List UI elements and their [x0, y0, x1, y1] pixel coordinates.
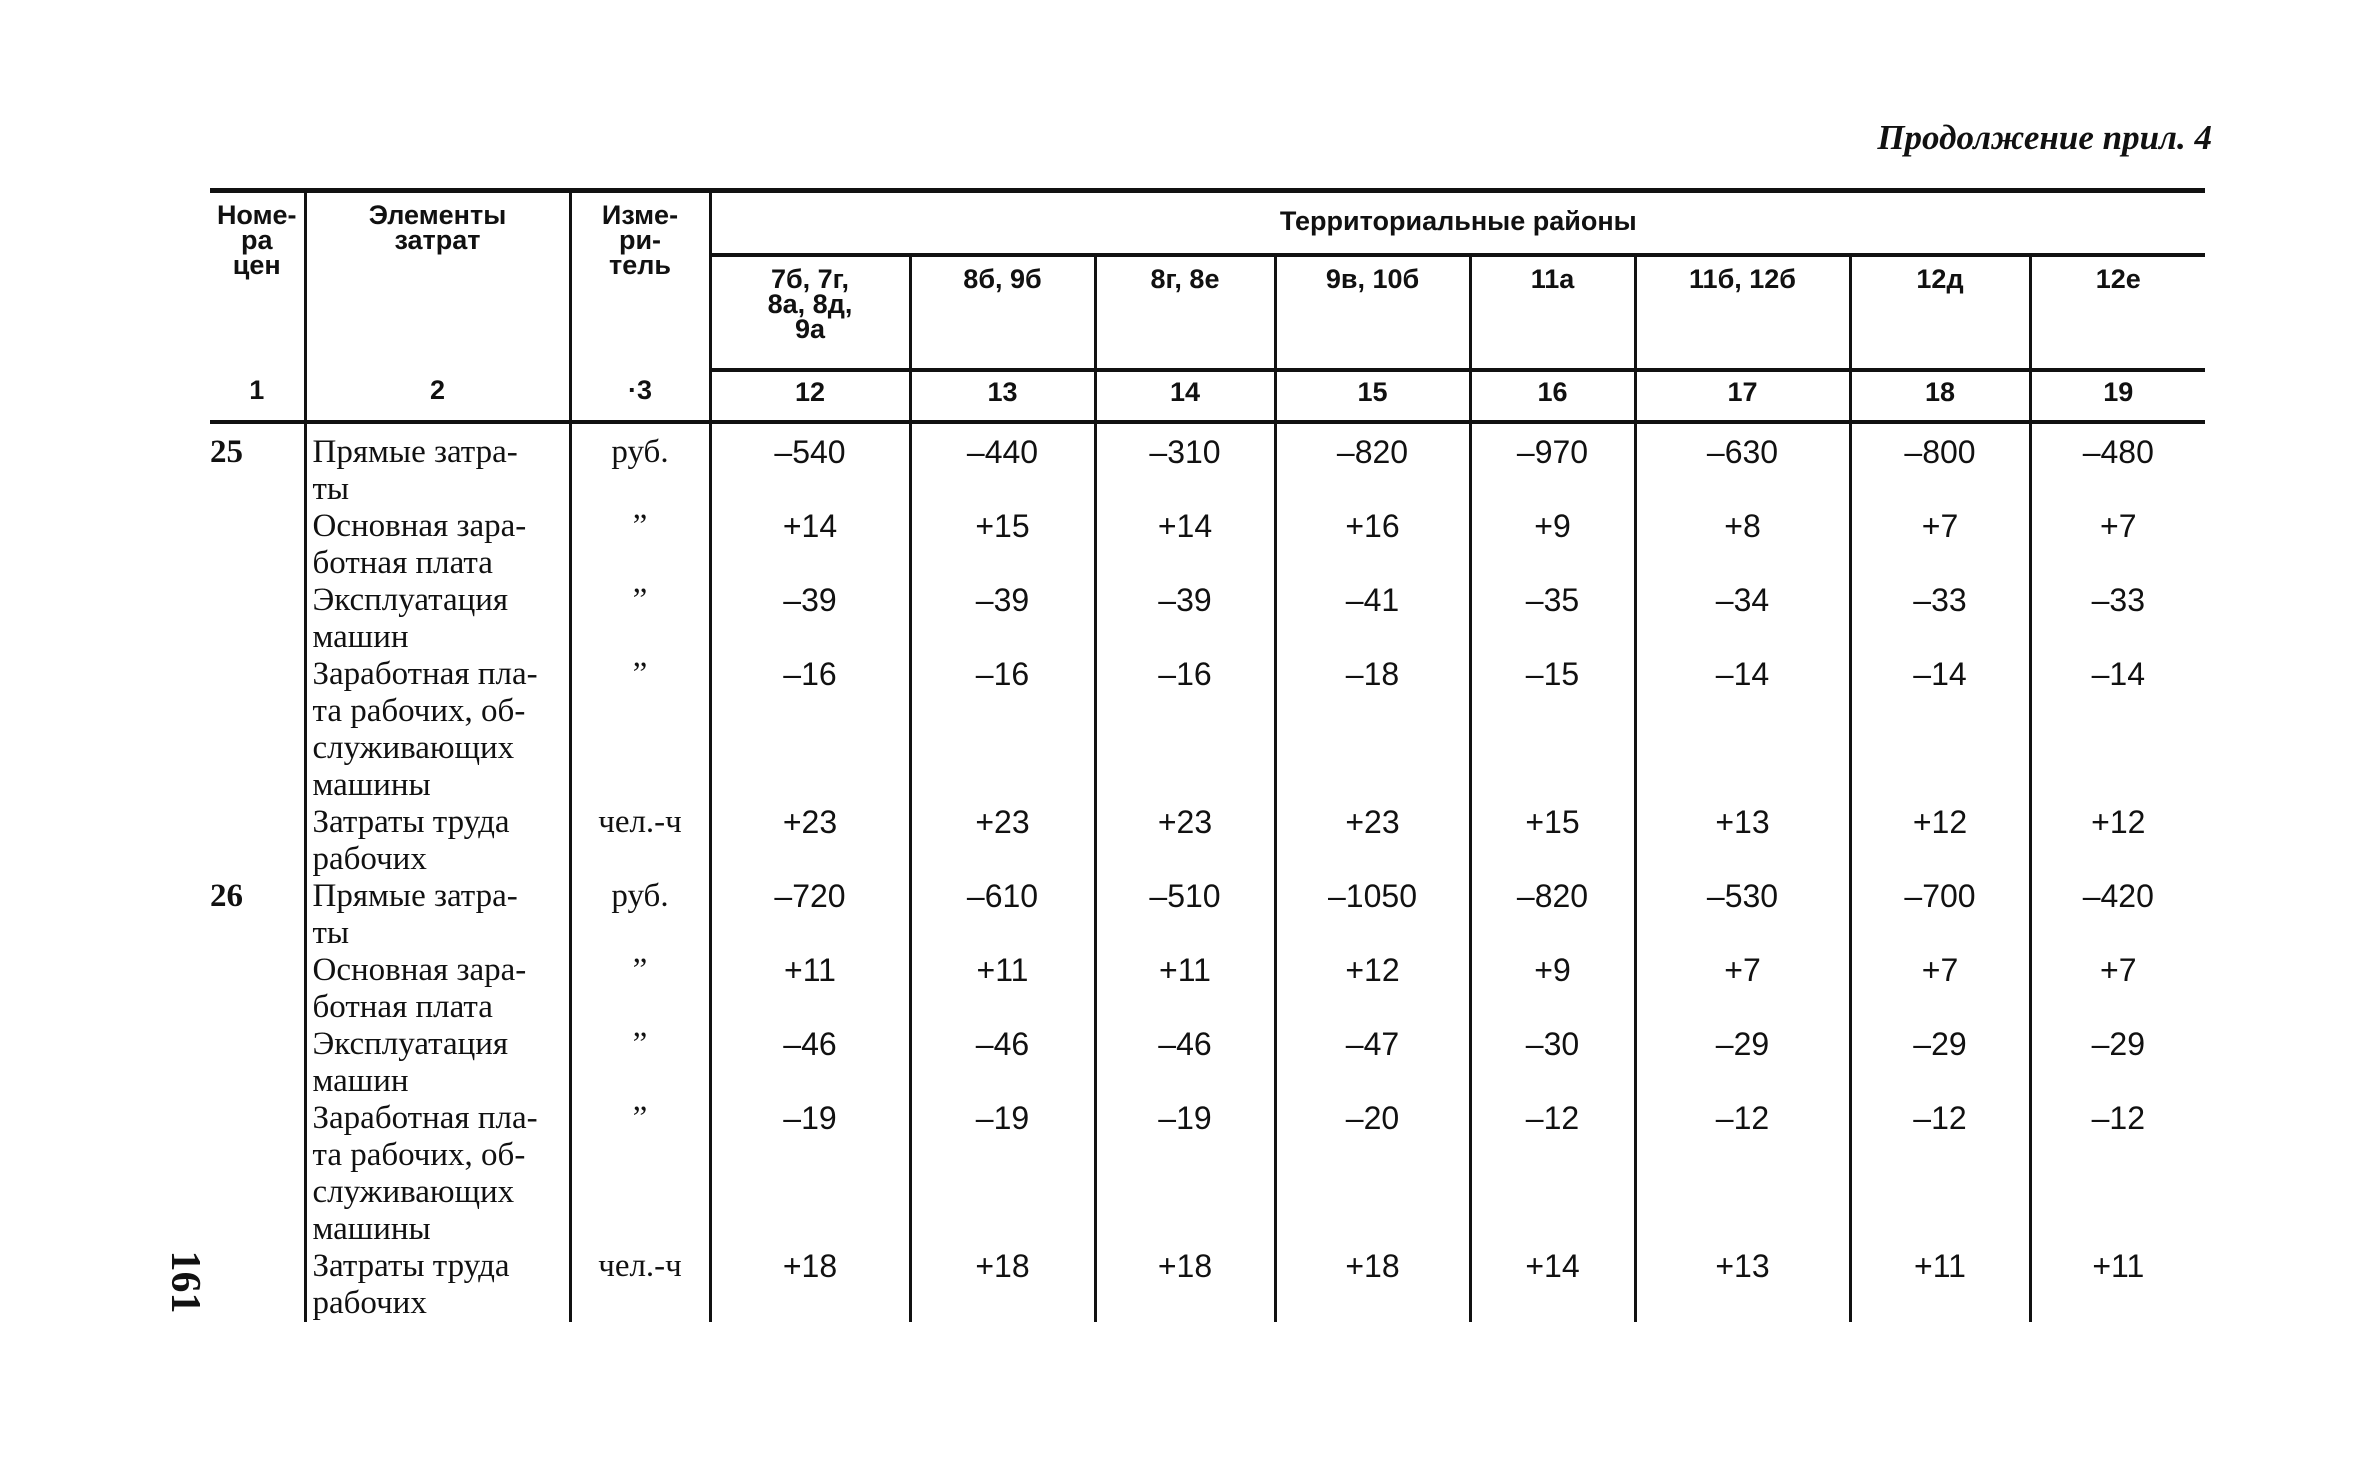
- region-value: +15: [1470, 804, 1635, 878]
- column-number: ·3: [570, 370, 710, 422]
- column-number: 14: [1095, 370, 1275, 422]
- region-value: +15: [910, 508, 1095, 582]
- table-row: [210, 952, 2205, 1026]
- region-value: –820: [1470, 878, 1635, 952]
- cost-element: Затраты труда рабочих: [305, 1248, 570, 1322]
- column-number: 1: [210, 370, 305, 422]
- region-value: –420: [2030, 878, 2205, 952]
- region-value: +7: [1850, 952, 2030, 1026]
- region-value: –18: [1275, 656, 1470, 804]
- region-value: –310: [1095, 422, 1275, 508]
- unit: ”: [570, 1100, 710, 1248]
- column-number: 2: [305, 370, 570, 422]
- region-value: –800: [1850, 422, 2030, 508]
- region-value: –480: [2030, 422, 2205, 508]
- column-number: 19: [2030, 370, 2205, 422]
- table-row: [210, 422, 2205, 508]
- region-value: +12: [1275, 952, 1470, 1026]
- region-value: –30: [1470, 1026, 1635, 1100]
- price-number: [210, 952, 305, 1026]
- region-value: –19: [710, 1100, 910, 1248]
- region-value: –1050: [1275, 878, 1470, 952]
- cost-element: Эксплуатация машин: [305, 1026, 570, 1100]
- region-value: +14: [1470, 1248, 1635, 1322]
- region-value: +13: [1635, 1248, 1850, 1322]
- column-number: 16: [1470, 370, 1635, 422]
- region-value: +9: [1470, 508, 1635, 582]
- region-value: –39: [710, 582, 910, 656]
- price-number: [210, 1100, 305, 1248]
- region-value: –700: [1850, 878, 2030, 952]
- header-region: 7б, 7г, 8а, 8д, 9а: [710, 255, 910, 370]
- region-value: +11: [1850, 1248, 2030, 1322]
- cost-element: Заработная пла- та рабочих, об- служивающих машины: [305, 656, 570, 804]
- column-number: 12: [710, 370, 910, 422]
- region-value: +9: [1470, 952, 1635, 1026]
- header-region: 9в, 10б: [1275, 255, 1470, 370]
- cost-element: Эксплуатация машин: [305, 582, 570, 656]
- region-value: –33: [1850, 582, 2030, 656]
- price-number: [210, 1248, 305, 1322]
- unit: ”: [570, 582, 710, 656]
- table-row: [210, 1248, 2205, 1322]
- region-value: –12: [1850, 1100, 2030, 1248]
- region-value: –46: [710, 1026, 910, 1100]
- table-row: [210, 582, 2205, 656]
- cost-element: Прямые затра- ты: [305, 878, 570, 952]
- region-value: –34: [1635, 582, 1850, 656]
- region-value: +14: [1095, 508, 1275, 582]
- region-value: +11: [2030, 1248, 2205, 1322]
- header-region: 12е: [2030, 255, 2205, 370]
- unit: ”: [570, 656, 710, 804]
- region-value: –46: [1095, 1026, 1275, 1100]
- region-value: +23: [710, 804, 910, 878]
- region-value: +12: [1850, 804, 2030, 878]
- region-value: –39: [910, 582, 1095, 656]
- region-value: –12: [2030, 1100, 2205, 1248]
- column-number: 13: [910, 370, 1095, 422]
- region-value: –15: [1470, 656, 1635, 804]
- region-value: +7: [1850, 508, 2030, 582]
- region-value: +12: [2030, 804, 2205, 878]
- region-value: –540: [710, 422, 910, 508]
- region-value: –19: [910, 1100, 1095, 1248]
- region-value: –12: [1470, 1100, 1635, 1248]
- region-value: –16: [1095, 656, 1275, 804]
- column-number: 15: [1275, 370, 1470, 422]
- region-value: –14: [1850, 656, 2030, 804]
- header-regions-title: Территориальные районы: [710, 191, 2205, 256]
- region-value: +14: [710, 508, 910, 582]
- region-value: +11: [710, 952, 910, 1026]
- price-number: 26: [210, 878, 243, 914]
- header-region: 12д: [1850, 255, 2030, 370]
- region-value: +7: [2030, 508, 2205, 582]
- unit: ”: [570, 952, 710, 1026]
- header-unit: Изме- ри- тель: [570, 191, 710, 371]
- region-value: +23: [1095, 804, 1275, 878]
- table-row: [210, 804, 2205, 878]
- region-value: –29: [1850, 1026, 2030, 1100]
- region-value: –19: [1095, 1100, 1275, 1248]
- region-value: +23: [1275, 804, 1470, 878]
- region-value: +23: [910, 804, 1095, 878]
- region-value: –630: [1635, 422, 1850, 508]
- header-elements: Элементы затрат: [305, 191, 570, 371]
- region-value: –970: [1470, 422, 1635, 508]
- region-value: –820: [1275, 422, 1470, 508]
- region-value: –35: [1470, 582, 1635, 656]
- cost-element: Прямые затра- ты: [305, 422, 570, 508]
- table-row: [210, 878, 2205, 952]
- region-value: –29: [2030, 1026, 2205, 1100]
- region-value: –41: [1275, 582, 1470, 656]
- region-value: –510: [1095, 878, 1275, 952]
- region-value: –14: [1635, 656, 1850, 804]
- region-value: +8: [1635, 508, 1850, 582]
- table-row: [210, 656, 2205, 804]
- region-value: –530: [1635, 878, 1850, 952]
- cost-table: [210, 188, 2205, 1322]
- column-number: 17: [1635, 370, 1850, 422]
- header-region: 11а: [1470, 255, 1635, 370]
- table-row: [210, 1100, 2205, 1248]
- region-value: +18: [1275, 1248, 1470, 1322]
- region-value: –14: [2030, 656, 2205, 804]
- region-value: –20: [1275, 1100, 1470, 1248]
- region-value: –46: [910, 1026, 1095, 1100]
- region-value: –33: [2030, 582, 2205, 656]
- table-row: [210, 508, 2205, 582]
- header-region: 11б, 12б: [1635, 255, 1850, 370]
- region-value: +11: [1095, 952, 1275, 1026]
- region-value: –47: [1275, 1026, 1470, 1100]
- region-value: –12: [1635, 1100, 1850, 1248]
- column-number: 18: [1850, 370, 2030, 422]
- unit: чел.-ч: [570, 1248, 710, 1322]
- price-number: [210, 582, 305, 656]
- header-region: 8г, 8е: [1095, 255, 1275, 370]
- region-value: +7: [2030, 952, 2205, 1026]
- unit: руб.: [570, 878, 710, 952]
- unit: руб.: [570, 422, 710, 508]
- region-value: –440: [910, 422, 1095, 508]
- region-value: –16: [710, 656, 910, 804]
- region-value: +18: [910, 1248, 1095, 1322]
- unit: ”: [570, 508, 710, 582]
- region-value: +13: [1635, 804, 1850, 878]
- region-value: –720: [710, 878, 910, 952]
- price-number: [210, 804, 305, 878]
- header-number: Номе- ра цен: [210, 191, 305, 371]
- price-number: [210, 656, 305, 804]
- table-row: [210, 1026, 2205, 1100]
- region-value: +18: [710, 1248, 910, 1322]
- price-number: 25: [210, 434, 243, 470]
- page-number: 161: [162, 1250, 208, 1314]
- cost-element: Заработная пла- та рабочих, об- служивающих машины: [305, 1100, 570, 1248]
- cost-element: Основная зара- ботная плата: [305, 952, 570, 1026]
- region-value: –39: [1095, 582, 1275, 656]
- region-value: –610: [910, 878, 1095, 952]
- region-value: +18: [1095, 1248, 1275, 1322]
- price-number: [210, 508, 305, 582]
- unit: ”: [570, 1026, 710, 1100]
- price-number: [210, 1026, 305, 1100]
- unit: чел.-ч: [570, 804, 710, 878]
- cost-element: Основная зара- ботная плата: [305, 508, 570, 582]
- table-caption: Продолжение прил. 4: [1877, 118, 2212, 157]
- region-value: +7: [1635, 952, 1850, 1026]
- region-value: –16: [910, 656, 1095, 804]
- region-value: +11: [910, 952, 1095, 1026]
- region-value: +16: [1275, 508, 1470, 582]
- region-value: –29: [1635, 1026, 1850, 1100]
- cost-element: Затраты труда рабочих: [305, 804, 570, 878]
- header-region: 8б, 9б: [910, 255, 1095, 370]
